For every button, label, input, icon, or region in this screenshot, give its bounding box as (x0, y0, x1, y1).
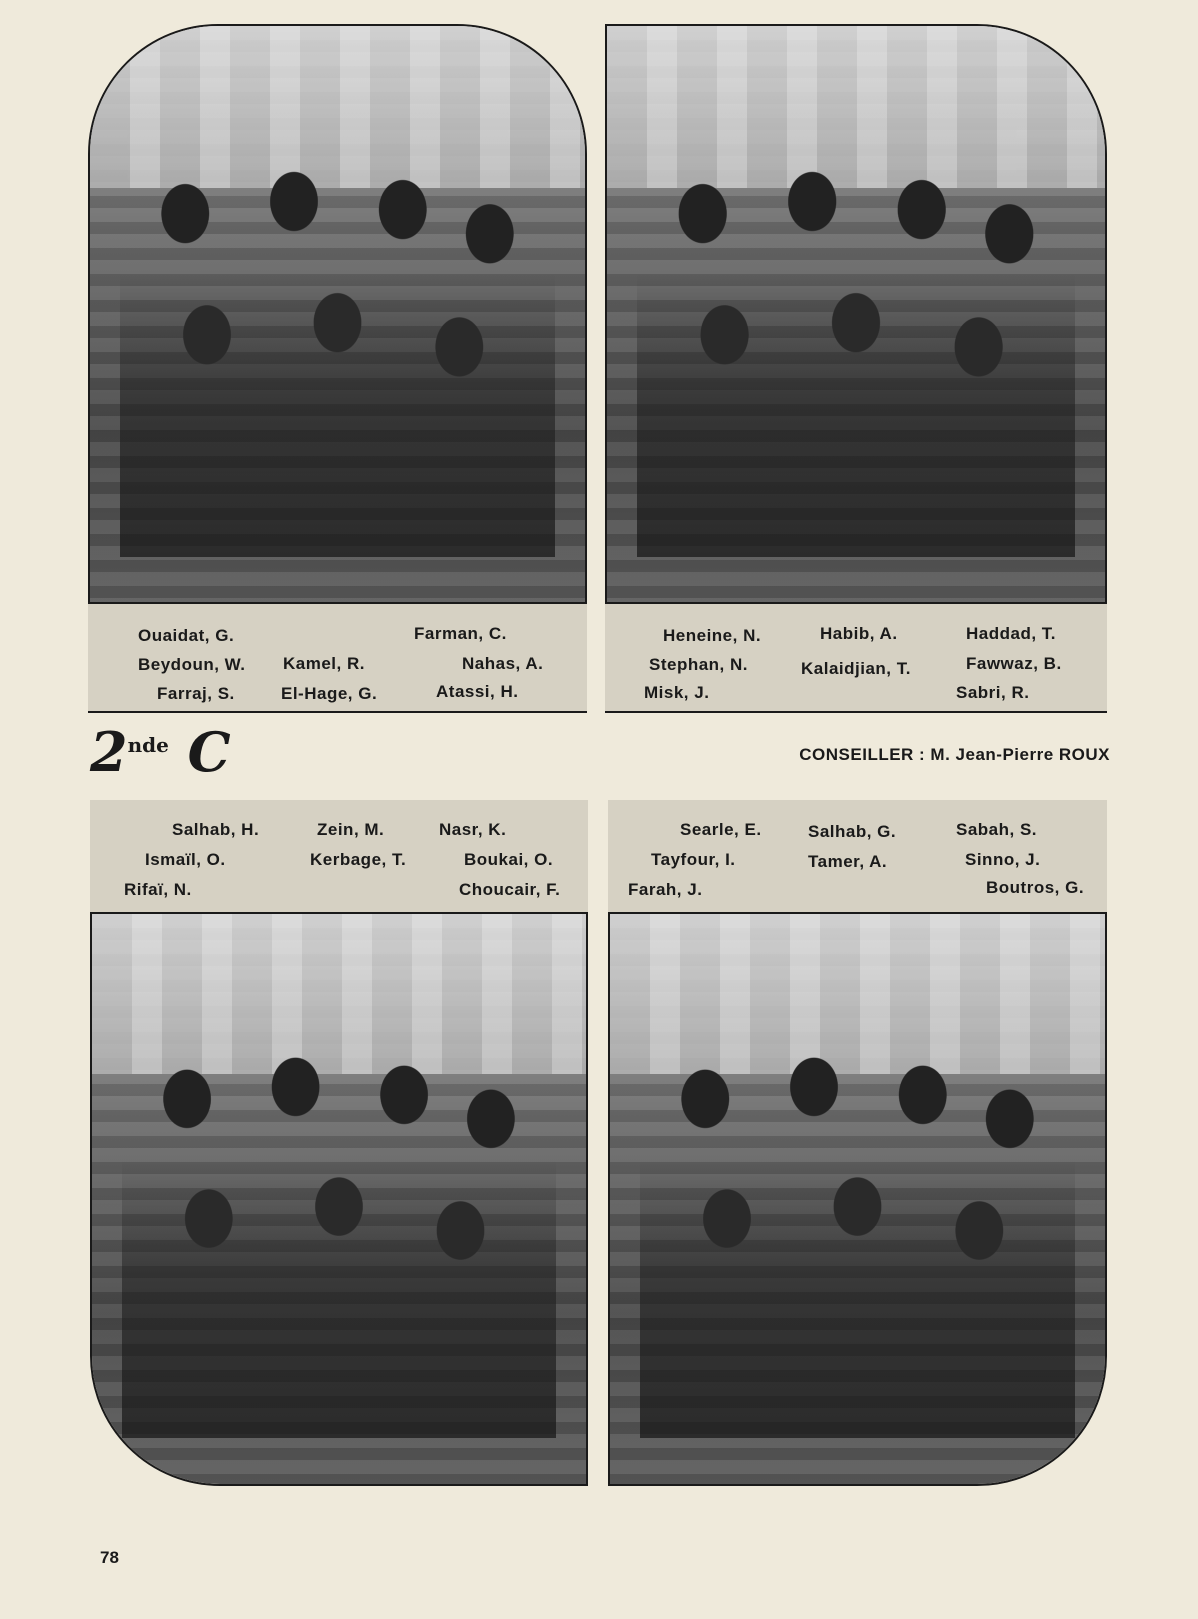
class-title-letter: C (187, 720, 231, 784)
student-name: Ouaidat, G. (138, 626, 235, 645)
student-name: Fawwaz, B. (966, 654, 1062, 673)
group-photo (92, 914, 586, 1484)
student-name: Haddad, T. (966, 624, 1057, 643)
student-name: Farah, J. (628, 880, 703, 899)
names-caption (88, 602, 587, 713)
class-title (90, 720, 231, 784)
class-photo-panel-top-left (88, 24, 587, 713)
student-name: Sabri, R. (956, 683, 1030, 702)
student-name: Salhab, G. (808, 822, 897, 841)
student-name: Tayfour, I. (651, 850, 736, 869)
page-number: 78 (100, 1548, 119, 1567)
student-name: Ismaïl, O. (145, 850, 226, 869)
student-name: Kalaidjian, T. (801, 659, 911, 678)
student-name: Nasr, K. (439, 820, 507, 839)
student-name: Beydoun, W. (138, 655, 246, 674)
names-caption (608, 800, 1107, 914)
student-name: Kamel, R. (283, 654, 365, 673)
student-name: Kerbage, T. (310, 850, 407, 869)
student-name: El-Hage, G. (281, 684, 378, 703)
names-caption (605, 602, 1107, 713)
student-name: Misk, J. (644, 683, 710, 702)
class-title-number: 2 (90, 720, 128, 784)
student-name: Rifaï, N. (124, 880, 192, 899)
advisor-line: CONSEILLER : M. Jean-Pierre ROUX (799, 745, 1110, 764)
student-name: Sabah, S. (956, 820, 1038, 839)
class-photo-panel-bottom-left (90, 800, 588, 1486)
names-caption (90, 800, 588, 914)
class-photo-panel-top-right (605, 24, 1107, 713)
group-photo (90, 26, 585, 603)
student-name: Farraj, S. (157, 684, 235, 703)
student-name: Zein, M. (317, 820, 385, 839)
student-name: Habib, A. (820, 624, 898, 643)
student-name: Atassi, H. (436, 682, 519, 701)
student-name: Farman, C. (414, 624, 507, 643)
group-photo (607, 26, 1105, 603)
student-name: Salhab, H. (172, 820, 260, 839)
student-name: Searle, E. (680, 820, 762, 839)
student-name: Sinno, J. (965, 850, 1041, 869)
student-name: Heneine, N. (663, 626, 762, 645)
student-name: Tamer, A. (808, 852, 888, 871)
class-photo-panel-bottom-right (608, 800, 1107, 1486)
group-photo (610, 914, 1105, 1484)
student-name: Stephan, N. (649, 655, 749, 674)
class-title-suffix: nde (127, 733, 169, 757)
student-name: Boukai, O. (464, 850, 554, 869)
student-name: Boutros, G. (986, 878, 1085, 897)
student-name: Nahas, A. (462, 654, 544, 673)
student-name: Choucair, F. (459, 880, 561, 899)
